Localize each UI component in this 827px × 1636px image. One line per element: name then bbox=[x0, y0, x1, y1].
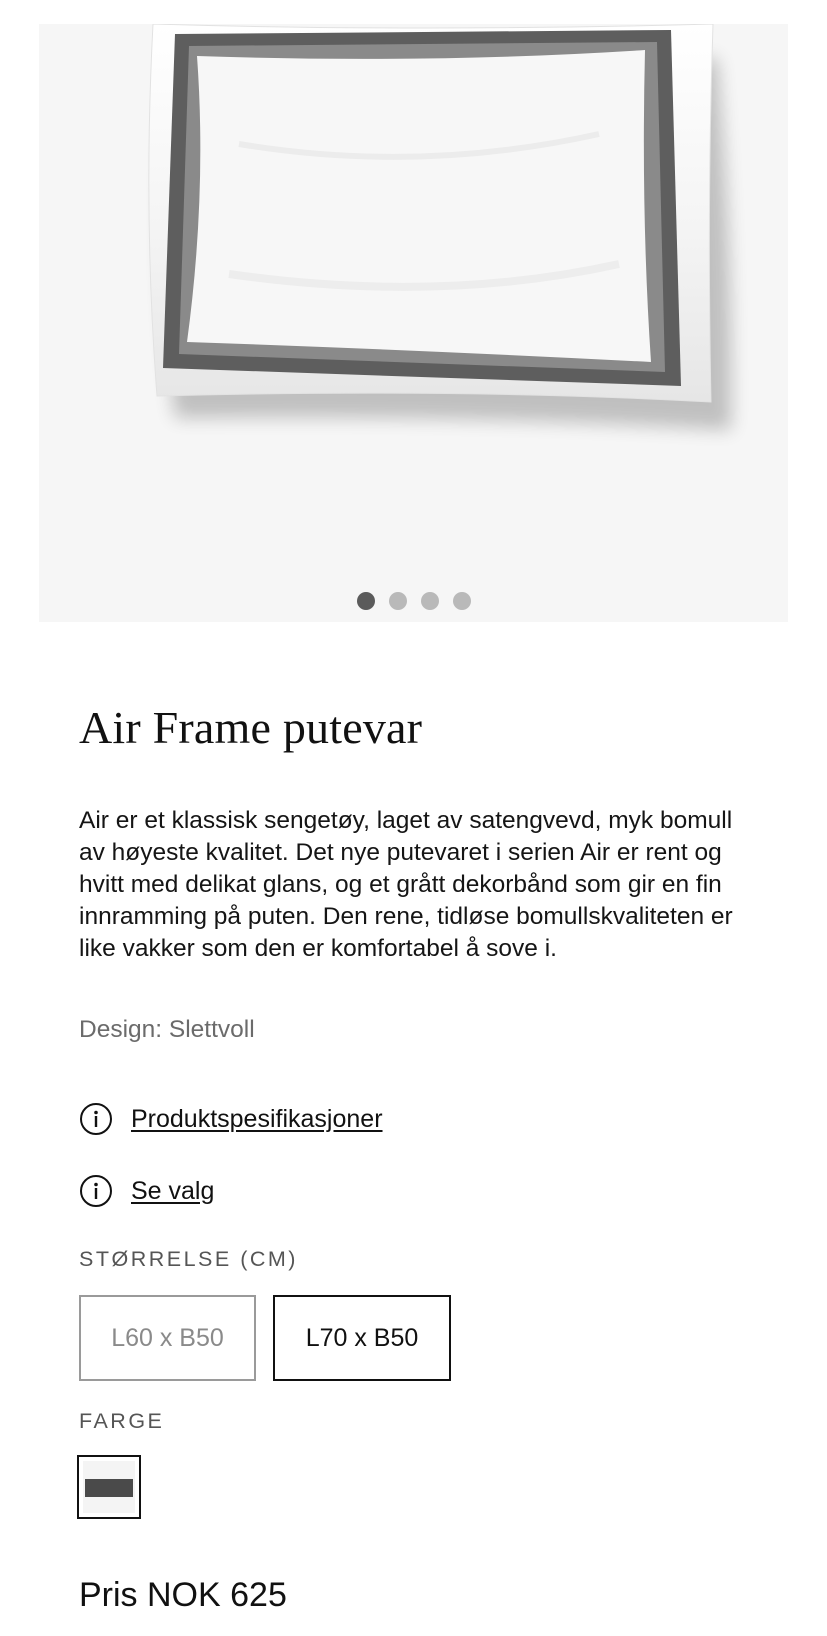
product-specifications-label: Produktspesifikasjoner bbox=[131, 1104, 383, 1133]
see-options-link[interactable] bbox=[79, 1171, 214, 1211]
product-description: Air er et klassisk sengetøy, laget av satengvevd, myk bomull av høyeste kvalitet. Det nye putevaret i serien Air er rent og hvitt med delikat glans, og et grått dekorbånd som gir en fin innramming på puten. Den rene, tidløse bomullskvaliteten er like vakker som den er komfortabel å sove i. bbox=[79, 807, 733, 962]
gallery-dot-1[interactable] bbox=[357, 592, 375, 610]
product-price: Pris NOK 625 bbox=[79, 1576, 287, 1614]
gallery-dot-4[interactable] bbox=[453, 592, 471, 610]
gallery-pagination bbox=[39, 592, 788, 610]
pillow-product-image bbox=[39, 24, 788, 622]
swatch-band bbox=[85, 1479, 133, 1497]
info-icon bbox=[79, 1102, 113, 1136]
size-section-label: STØRRELSE (CM) bbox=[79, 1247, 298, 1271]
swatch-preview bbox=[83, 1461, 135, 1513]
info-icon bbox=[79, 1174, 113, 1208]
product-specifications-link[interactable] bbox=[79, 1099, 383, 1139]
product-image-gallery[interactable] bbox=[39, 24, 788, 622]
color-section-label: FARGE bbox=[79, 1409, 165, 1433]
color-swatch-grey[interactable] bbox=[77, 1455, 141, 1519]
size-option-l60-b50[interactable]: L60 x B50 bbox=[79, 1295, 256, 1381]
size-option-l70-b50[interactable]: L70 x B50 bbox=[273, 1295, 451, 1381]
gallery-dot-3[interactable] bbox=[421, 592, 439, 610]
product-title: Air Frame putevar bbox=[79, 702, 423, 753]
product-designer: Design: Slettvoll bbox=[79, 1016, 255, 1043]
gallery-dot-2[interactable] bbox=[389, 592, 407, 610]
see-options-label: Se valg bbox=[131, 1176, 215, 1205]
